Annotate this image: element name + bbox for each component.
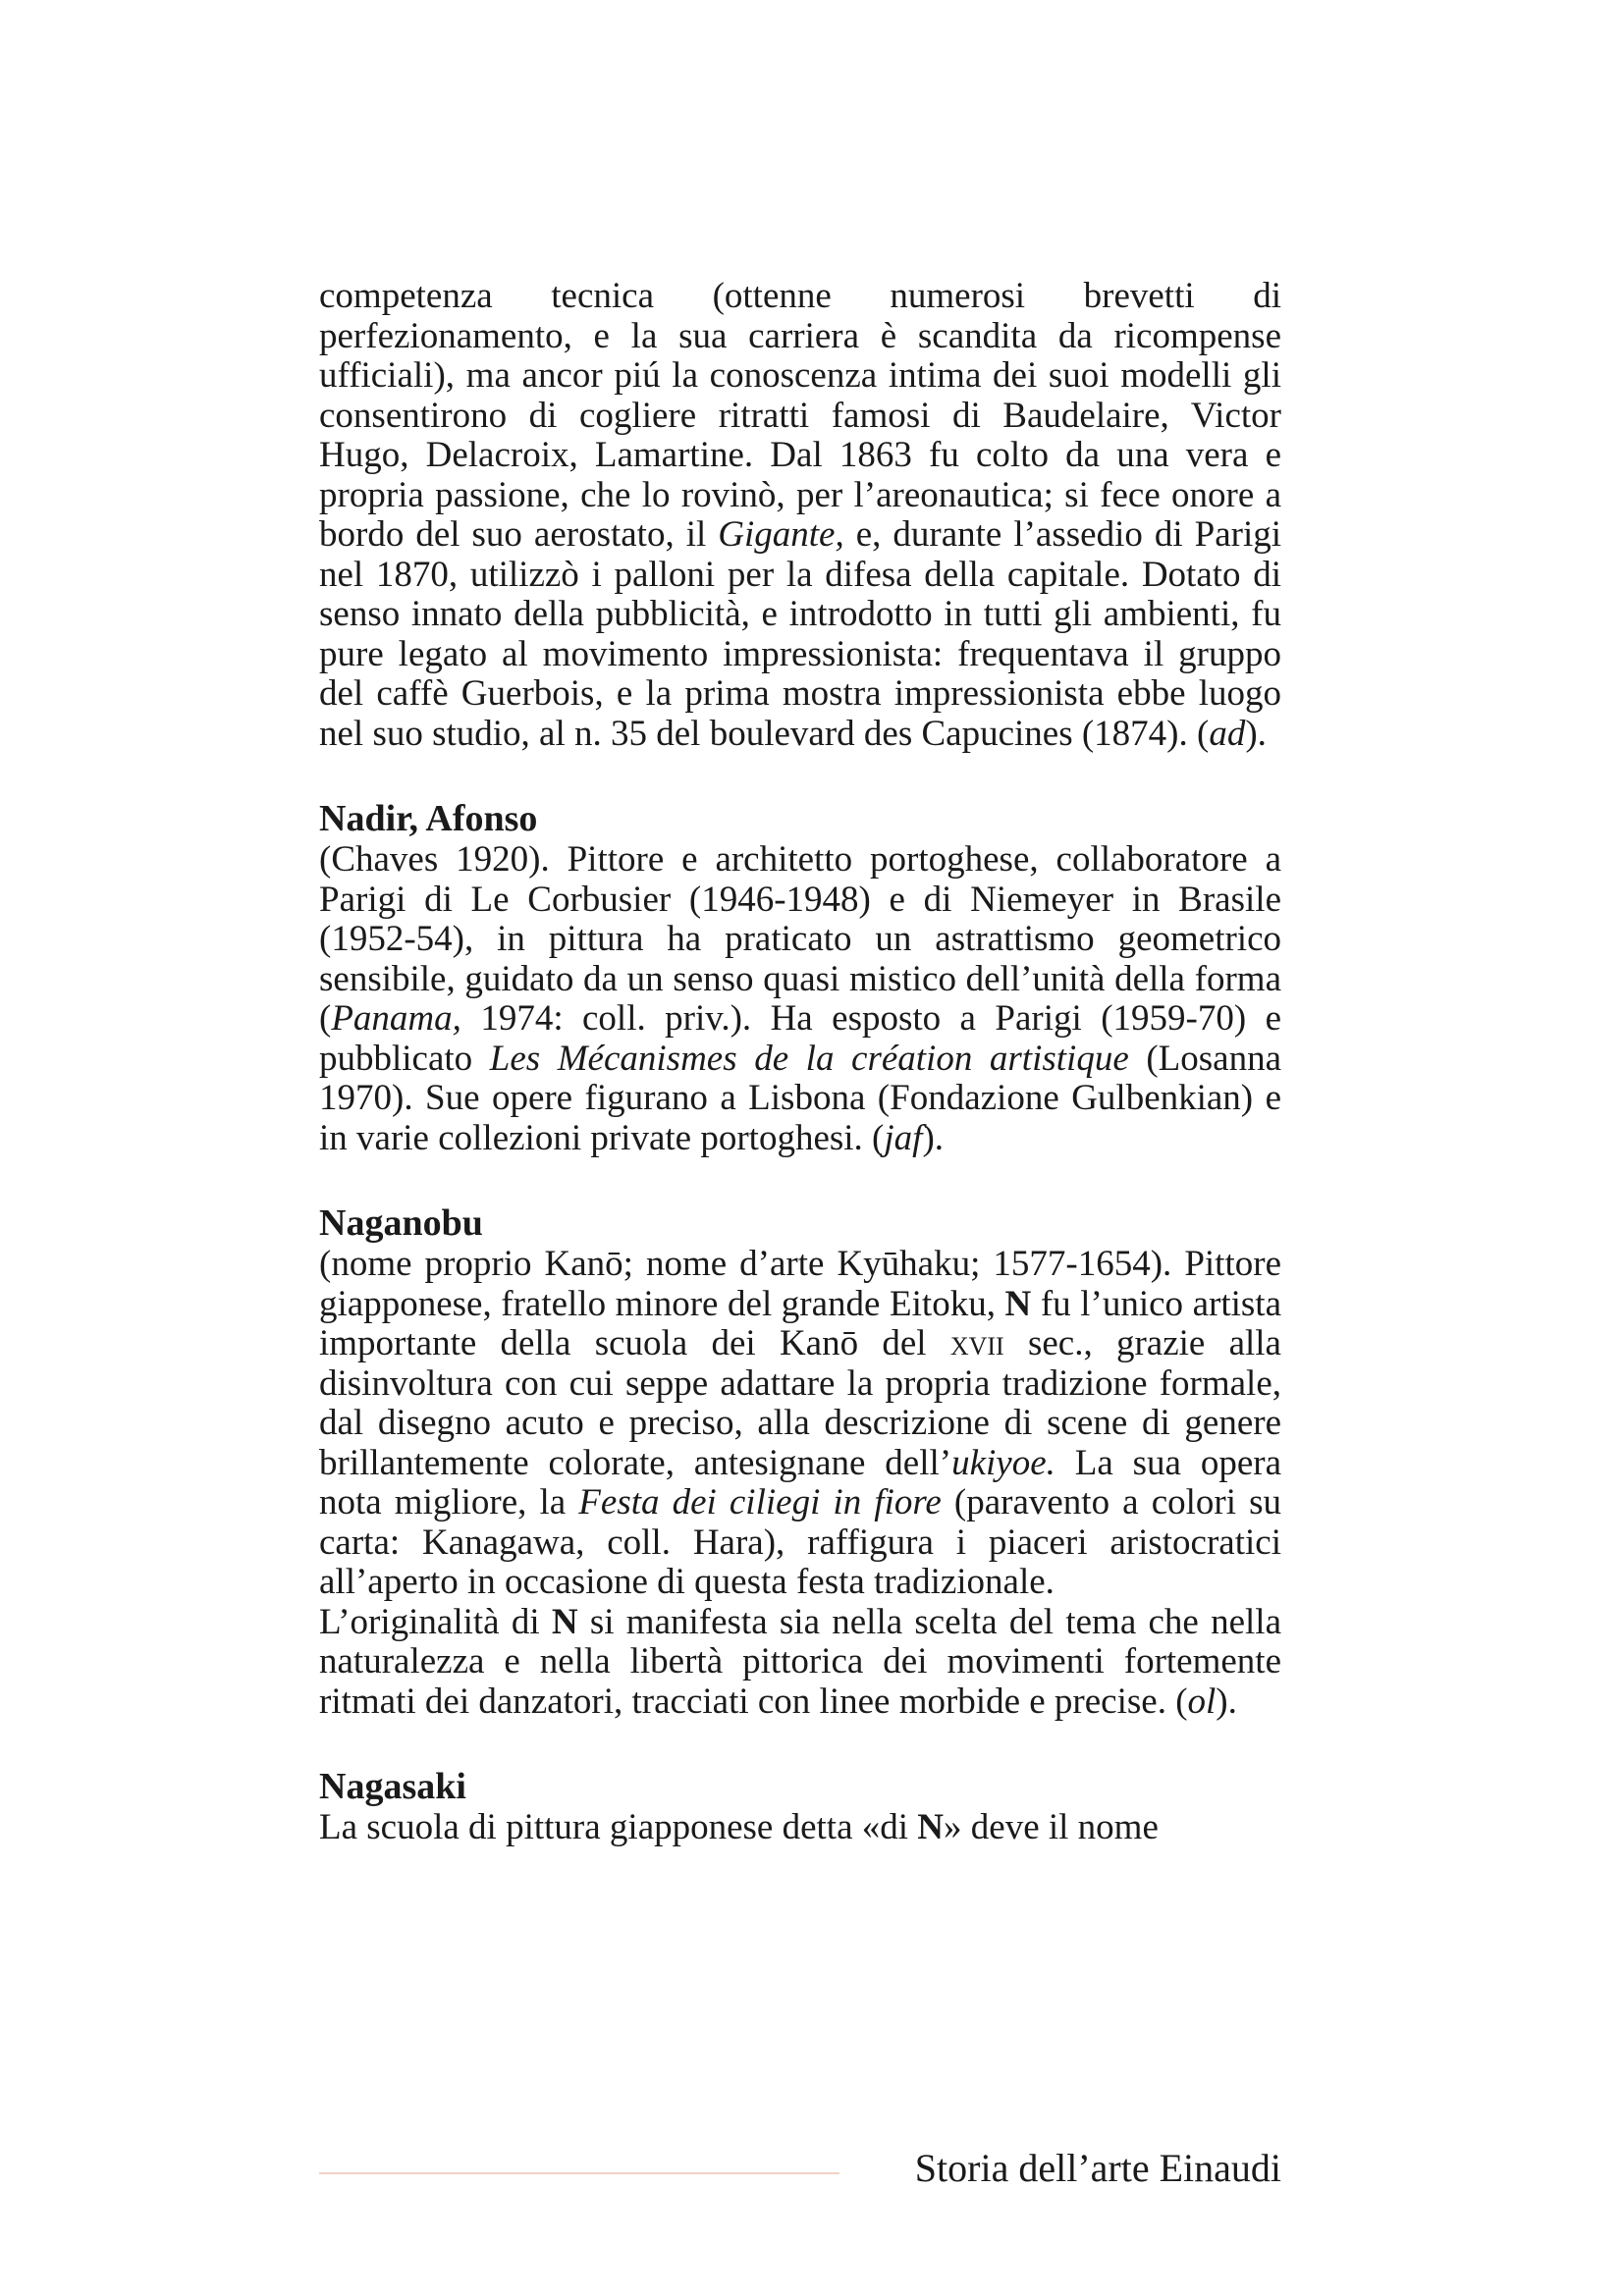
intro-signature: ad bbox=[1209, 713, 1246, 754]
naganobu-text-3: sec., grazie alla disinvoltura con cui seppe adattare la propria tradizione formale, dal disegno acuto e preciso, alla descrizione di scene di genere brillantemente colorate, antesignane dell’ bbox=[319, 1323, 1281, 1483]
nagasaki-paragraph bbox=[319, 1808, 1281, 1848]
nadir-signature: jaf bbox=[884, 1117, 923, 1158]
naganobu-p2-text-3: ). bbox=[1216, 1681, 1237, 1722]
naganobu-p2-text-1: L’originalità di bbox=[319, 1601, 552, 1642]
entry-heading-nagasaki: Nagasaki bbox=[319, 1766, 466, 1807]
intro-text-3: ). bbox=[1245, 713, 1267, 754]
naganobu-text-1: (nome proprio Kanō; nome d’arte Kyūhaku; 1577-1654). Pittore giapponese, fratello minore del grande Eitoku, bbox=[319, 1244, 1281, 1324]
naganobu-italic-work: Festa dei ciliegi in fiore bbox=[578, 1482, 942, 1522]
nadir-text-4: ). bbox=[922, 1117, 945, 1158]
nadir-text-2: 1974: coll. priv.). Ha esposto a Parigi (1959-70) e pubblicato bbox=[319, 998, 1281, 1079]
intro-italic-gigante: Gigante, bbox=[718, 514, 844, 555]
naganobu-italic-ukiyoe: ukiyoe. bbox=[951, 1442, 1055, 1483]
naganobu-bold-n-2: N bbox=[551, 1601, 578, 1642]
nagasaki-bold-n: N bbox=[917, 1807, 945, 1847]
nadir-text-1: (Chaves 1920). Pittore e architetto portoghese, collaboratore a Parigi di Le Corbusier (1946-1948) e di Niemeyer in Brasile (1952-54), in pittura ha praticato un astrattismo geometrico sensibile, guidato da un senso quasi mistico dell’unità della forma ( bbox=[319, 839, 1281, 1039]
nagasaki-text-2: » deve il nome bbox=[944, 1807, 1159, 1847]
intro-text-1: competenza tecnica (ottenne numerosi brevetti di perfezionamento, e la sua carriera è scandita da ricompense ufficiali), ma ancor piú la conoscenza intima dei suoi modelli gli consentirono di cogliere ritratti famosi di Baudelaire, Victor Hugo, Delacroix, Lamartine. Dal 1863 fu colto da una vera e propria passione, che lo rovinò, per l’areonautica; si fece onore a bordo del suo aerostato, il bbox=[319, 276, 1281, 555]
intro-paragraph bbox=[319, 277, 1281, 754]
naganobu-text-2: fu l’unico artista importante della scuola dei Kanō del bbox=[319, 1283, 1282, 1363]
footer-rule bbox=[319, 2172, 839, 2174]
naganobu-signature: ol bbox=[1187, 1681, 1217, 1722]
naganobu-p2-text-2: si manifesta sia nella scelta del tema che nella naturalezza e nella libertà pittorica dei movimenti fortemente ritmati dei danzatori, tracciati con linee morbide e precise. ( bbox=[319, 1601, 1282, 1722]
nadir-text-3: (Losanna 1970). Sue opere figurano a Lisbona (Fondazione Gulbenkian) e in varie collezioni private portoghesi. ( bbox=[319, 1038, 1282, 1158]
nadir-italic-book: Les Mécanismes de la création artistique bbox=[489, 1038, 1129, 1079]
naganobu-paragraph-2 bbox=[319, 1603, 1281, 1723]
entry-heading-nadir: Nadir, Afonso bbox=[319, 798, 538, 839]
nagasaki-text-1: La scuola di pittura giapponese detta «di bbox=[319, 1807, 918, 1847]
nadir-paragraph bbox=[319, 840, 1281, 1158]
naganobu-text-4: La sua opera nota migliore, la bbox=[319, 1442, 1281, 1522]
naganobu-bold-n-1: N bbox=[1004, 1283, 1032, 1324]
intro-text-2: e, durante l’assedio di Parigi nel 1870, utilizzò i palloni per la difesa della capitale. Dotato di senso innato della pubblicità, e introdotto in tutti gli ambienti, fu pure legato al movimento impressionista: frequentava il gruppo del caffè Guerbois, e la prima mostra impressionista ebbe luogo nel suo studio, al n. 35 del boulevard des Capucines (1874). ( bbox=[319, 514, 1281, 754]
footer-title: Storia dell’arte Einaudi bbox=[914, 2146, 1281, 2190]
naganobu-century: xvii bbox=[949, 1323, 1004, 1363]
entry-heading-naganobu: Naganobu bbox=[319, 1202, 483, 1244]
page-body bbox=[319, 277, 1281, 1848]
naganobu-paragraph-1 bbox=[319, 1245, 1281, 1603]
naganobu-text-5: (paravento a colori su carta: Kanagawa, coll. Hara), raffigura i piaceri aristocratici all’aperto in occasione di questa festa tradizionale. bbox=[319, 1482, 1281, 1602]
nadir-italic-panama: Panama, bbox=[331, 998, 461, 1039]
